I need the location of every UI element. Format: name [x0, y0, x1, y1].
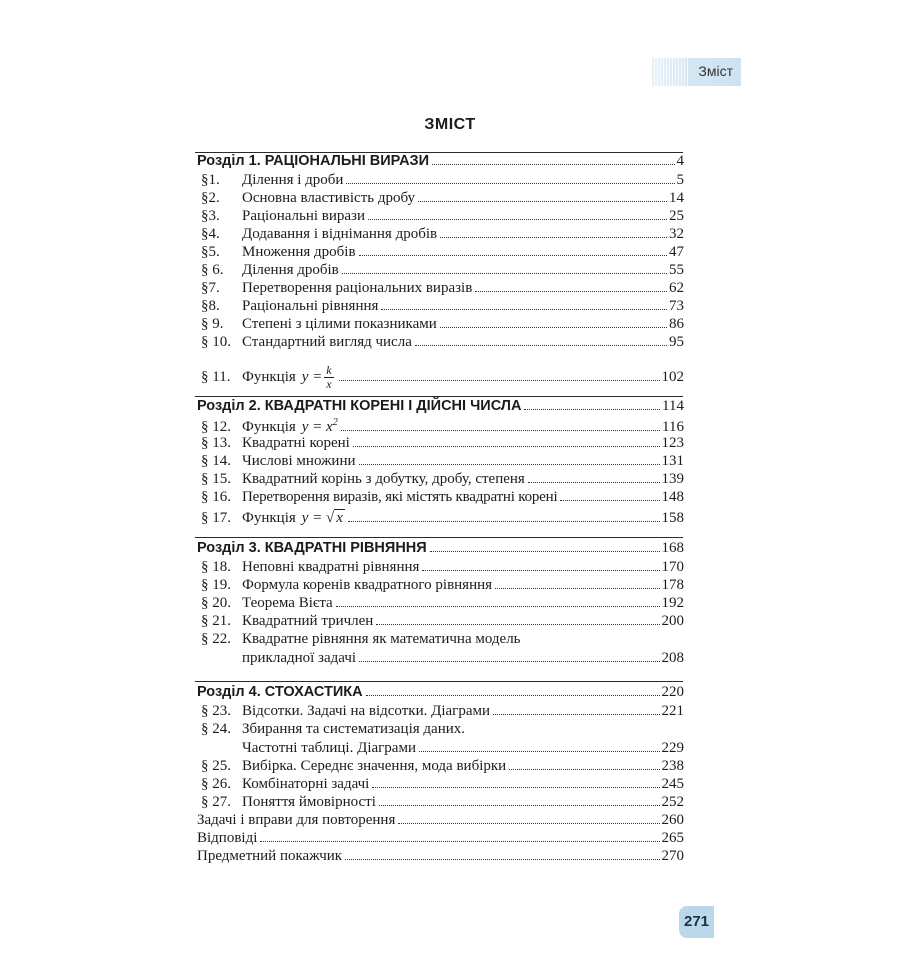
page-ref: 102: [661, 368, 684, 385]
section-number: § 17.: [201, 510, 231, 526]
section-number: § 19.: [201, 577, 231, 593]
toc-entry[interactable]: [201, 776, 684, 796]
formula: [302, 364, 336, 391]
section-title: Квадратний корінь з добутку, дробу, степеня: [242, 471, 525, 487]
page-ref: 139: [661, 471, 684, 487]
leader-dots: [560, 500, 659, 501]
toc-entry[interactable]: [201, 435, 684, 455]
section-number: §8.: [201, 298, 220, 314]
page-ref: 123: [661, 435, 684, 451]
toc-entry[interactable]: [201, 613, 684, 633]
section-title: Ділення і дроби: [242, 172, 344, 188]
section-title: Квадратне рівняння як математична модель: [242, 631, 521, 647]
page-ref: 86: [669, 316, 684, 332]
toc-back-matter-entry[interactable]: [197, 848, 684, 868]
page-ref: 208: [661, 650, 684, 666]
leader-dots: [415, 345, 667, 346]
entry-title: Предметний покажчик: [197, 848, 343, 864]
toc-chapter-4[interactable]: [197, 684, 684, 704]
chapter-title: Розділ 2. КВАДРАТНІ КОРЕНІ І ДІЙСНІ ЧИСЛА: [197, 398, 522, 414]
section-title: Додавання і віднімання дробів: [242, 226, 438, 242]
page-ref: 116: [662, 419, 684, 435]
chapter-title: Розділ 1. РАЦІОНАЛЬНІ ВИРАЗИ: [197, 153, 430, 169]
section-number: § 27.: [201, 794, 231, 810]
leader-dots: [495, 588, 659, 589]
fraction-denominator: x: [326, 377, 332, 391]
toc-entry[interactable]: [201, 262, 684, 282]
section-number: § 12.: [201, 419, 231, 435]
leader-dots: [419, 751, 660, 752]
section-number: § 21.: [201, 613, 231, 629]
section-title: Функція: [242, 510, 296, 526]
section-number: § 9.: [201, 316, 224, 332]
page-ref: 270: [661, 848, 684, 864]
section-title: Стандартний вигляд числа: [242, 334, 412, 350]
toc-chapter-1[interactable]: [197, 153, 684, 173]
fraction-numerator: k: [326, 363, 332, 377]
toc-entry[interactable]: [201, 172, 684, 192]
section-title-line2: прикладної задачі: [242, 650, 357, 666]
section-number: § 10.: [201, 334, 231, 350]
page-title: ЗМІСТ: [424, 116, 476, 133]
page-ref: 62: [669, 280, 684, 296]
page-ref: 229: [661, 740, 684, 756]
page-ref: 158: [661, 510, 684, 526]
formula-lhs: y = x: [301, 419, 333, 435]
leader-dots: [346, 183, 674, 184]
toc-entry[interactable]: [201, 758, 684, 778]
page-ref: 148: [661, 489, 684, 505]
leader-dots: [368, 219, 667, 220]
leader-dots: [372, 787, 659, 788]
section-title: Перетворення виразів, які містять квадратні корені: [242, 489, 558, 505]
formula: y = √ x: [301, 510, 343, 526]
leader-dots: [379, 805, 660, 806]
toc-entry[interactable]: [201, 226, 684, 246]
page-ref: 131: [661, 453, 684, 469]
page-ref: 252: [661, 794, 684, 810]
fraction: [324, 364, 333, 391]
section-title: Раціональні вирази: [242, 208, 366, 224]
toc-entry[interactable]: [201, 363, 684, 391]
leader-dots: [475, 291, 667, 292]
section-title: Неповні квадратні рівняння: [242, 559, 420, 575]
page-ref: 260: [661, 812, 684, 828]
section-title-line2: Частотні таблиці. Діаграми: [242, 740, 416, 756]
toc-entry[interactable]: [201, 316, 684, 336]
section-title: Основна властивість дробу: [242, 190, 416, 206]
entry-title: Задачі і вправи для повторення: [197, 812, 396, 828]
section-number: §5.: [201, 244, 220, 260]
section-title: Відсотки. Задачі на відсотки. Діаграми: [242, 703, 490, 719]
section-number: § 24.: [201, 721, 231, 737]
page-ref: 170: [661, 559, 684, 575]
leader-dots: [418, 201, 667, 202]
chapter-title: Розділ 4. СТОХАСТИКА: [197, 684, 363, 700]
toc-entry[interactable]: [201, 703, 684, 723]
section-number: §2.: [201, 190, 220, 206]
leader-dots: [366, 695, 660, 696]
page-number: 271: [683, 913, 710, 930]
page-ref: 238: [661, 758, 684, 774]
section-title: Комбінаторні задачі: [242, 776, 370, 792]
page-ref: 25: [669, 208, 684, 224]
page-ref: 168: [661, 540, 684, 556]
leader-dots: [398, 823, 659, 824]
toc-entry[interactable]: [201, 453, 684, 473]
page-ref: 220: [661, 684, 684, 700]
section-title: Квадратні корені: [242, 435, 350, 451]
page-ref: 14: [669, 190, 684, 206]
toc-chapter-2[interactable]: [197, 398, 684, 418]
toc-entry[interactable]: [201, 595, 684, 615]
page-ref: 200: [661, 613, 684, 629]
toc-entry[interactable]: [201, 244, 684, 264]
section-title: Збирання та систематизація даних.: [242, 721, 466, 737]
section-number: § 20.: [201, 595, 231, 611]
toc-entry[interactable]: [201, 577, 684, 597]
toc-entry-continuation[interactable]: [201, 650, 684, 670]
section-title: Формула коренів квадратного рівняння: [242, 577, 493, 593]
section-title: Множення дробів: [242, 244, 356, 260]
toc-entry[interactable]: [201, 280, 684, 300]
toc-entry[interactable]: [201, 208, 684, 228]
leader-dots: [359, 661, 659, 662]
page-ref: 95: [669, 334, 684, 350]
section-number: §7.: [201, 280, 220, 296]
entry-title: Відповіді: [197, 830, 258, 846]
leader-dots: [345, 859, 659, 860]
leader-dots: [440, 327, 667, 328]
page-ref: 245: [661, 776, 684, 792]
leader-dots: [339, 380, 660, 381]
page-ref: 114: [662, 398, 684, 414]
leader-dots: [524, 409, 660, 410]
section-number: § 16.: [201, 489, 231, 505]
page-ref: 47: [669, 244, 684, 260]
toc-back-matter-entry[interactable]: [197, 830, 684, 850]
toc-entry[interactable]: [201, 631, 684, 651]
formula-lhs: y =: [301, 368, 323, 385]
page-ref: 221: [661, 703, 684, 719]
leader-dots: [359, 464, 660, 465]
leader-dots: [341, 430, 660, 431]
leader-dots: [440, 237, 667, 238]
page-ref: 178: [661, 577, 684, 593]
toc-entry[interactable]: [201, 471, 684, 491]
section-number: §4.: [201, 226, 220, 242]
toc-entry[interactable]: [201, 794, 684, 814]
section-title: Перетворення раціональних виразів: [242, 280, 473, 296]
section-number: § 6.: [201, 262, 224, 278]
leader-dots: [359, 255, 667, 256]
leader-dots: [381, 309, 667, 310]
toc-entry[interactable]: [201, 417, 684, 437]
leader-dots: [430, 551, 660, 552]
toc-entry[interactable]: [201, 298, 684, 318]
section-number: §3.: [201, 208, 220, 224]
toc-entry-continuation[interactable]: [201, 740, 684, 760]
section-number: § 23.: [201, 703, 231, 719]
section-number: § 26.: [201, 776, 231, 792]
page-number-badge: [679, 906, 714, 938]
toc-entry[interactable]: [201, 559, 684, 579]
toc-back-matter-entry[interactable]: [197, 812, 684, 832]
section-number: § 11.: [201, 368, 231, 385]
leader-dots: [342, 273, 667, 274]
page-ref: 4: [676, 153, 684, 169]
leader-dots: [336, 606, 660, 607]
page-ref: 192: [661, 595, 684, 611]
leader-dots: [376, 624, 659, 625]
section-number: § 22.: [201, 631, 231, 647]
section-title: Степені з цілими показниками: [242, 316, 437, 332]
section-title: Функція: [242, 419, 296, 435]
section-title: Раціональні рівняння: [242, 298, 379, 314]
formula-lhs: y =: [301, 510, 323, 526]
toc-entry[interactable]: [201, 489, 684, 509]
page-ref: 265: [661, 830, 684, 846]
section-number: §1.: [201, 172, 220, 188]
section-number: § 25.: [201, 758, 231, 774]
page-ref: 55: [669, 262, 684, 278]
section-title: Теорема Вієта: [242, 595, 333, 611]
toc-entry[interactable]: [201, 510, 684, 530]
section-number: § 18.: [201, 559, 231, 575]
leader-dots: [353, 446, 660, 447]
toc-chapter-3[interactable]: [197, 540, 684, 560]
formula-radicand: x: [336, 510, 343, 526]
section-title: Поняття ймовірності: [242, 794, 376, 810]
leader-dots: [260, 841, 659, 842]
section-number: § 14.: [201, 453, 231, 469]
page-ref: 5: [676, 172, 684, 188]
leader-dots: [509, 769, 659, 770]
toc-entry[interactable]: [201, 190, 684, 210]
section-title: Квадратний тричлен: [242, 613, 374, 629]
section-title: Числові множини: [242, 453, 356, 469]
leader-dots: [348, 521, 660, 522]
chapter-title: Розділ 3. КВАДРАТНІ РІВНЯННЯ: [197, 540, 427, 556]
formula: [302, 417, 338, 436]
leader-dots: [493, 714, 660, 715]
leader-dots: [528, 482, 660, 483]
page-ref: 73: [669, 298, 684, 314]
page-ref: 32: [669, 226, 684, 242]
table-of-contents: [197, 0, 684, 959]
section-title: Вибірка. Середнє значення, мода вибірки: [242, 758, 507, 774]
leader-dots: [432, 164, 674, 165]
toc-entry[interactable]: [201, 334, 684, 354]
section-title: Ділення дробів: [242, 262, 339, 278]
section-number: § 15.: [201, 471, 231, 487]
leader-dots: [422, 570, 659, 571]
section-number: § 13.: [201, 435, 231, 451]
toc-entry[interactable]: [201, 721, 684, 741]
formula-exponent: 2: [332, 417, 338, 428]
section-title: Функція: [242, 368, 296, 385]
section-header-label: Зміст: [698, 63, 733, 79]
